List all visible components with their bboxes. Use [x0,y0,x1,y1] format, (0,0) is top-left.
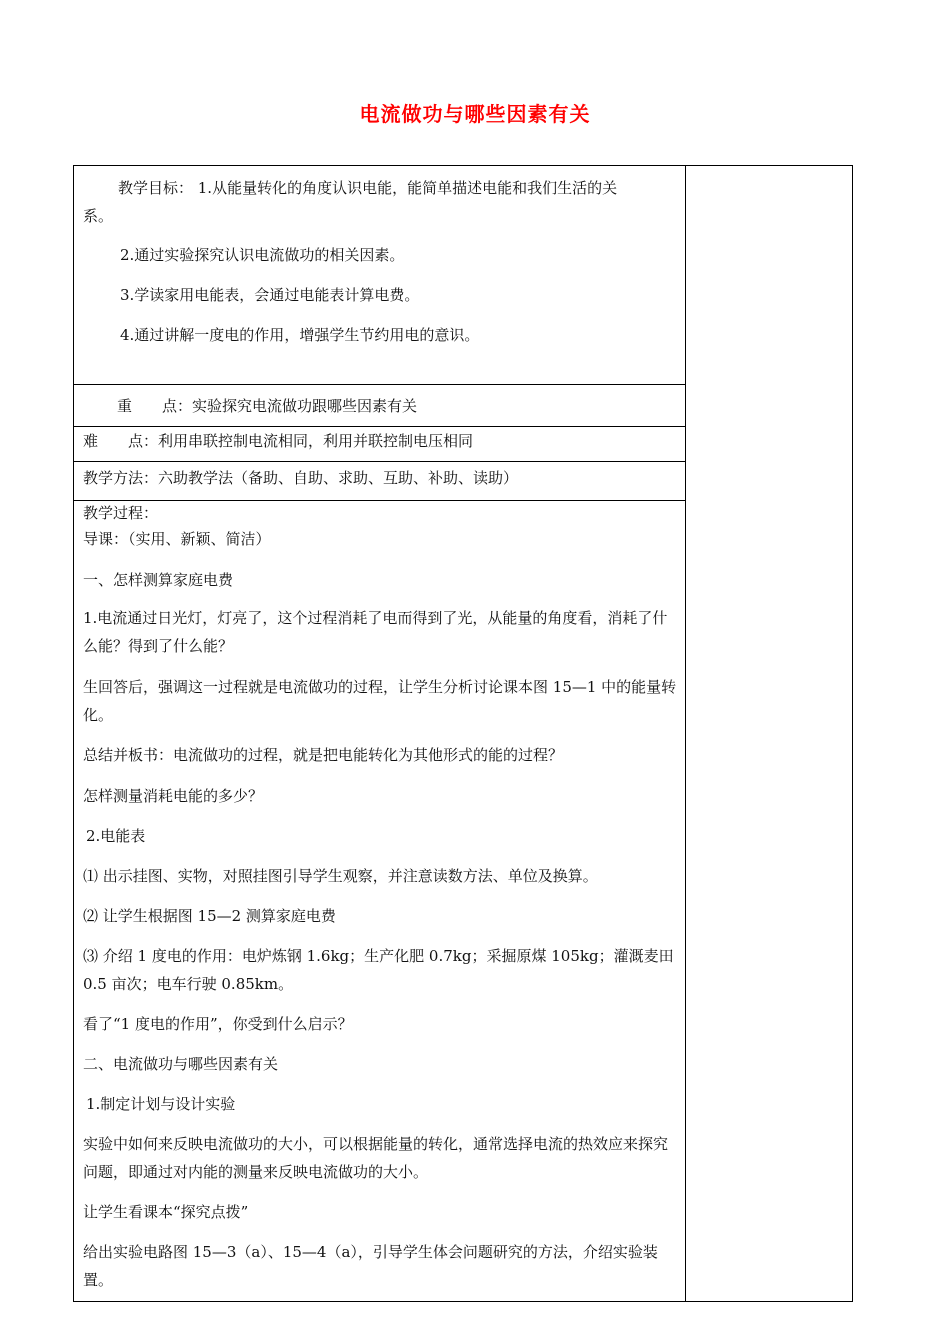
objectives-line1: 教学目标： 1.从能量转化的角度认识电能，能简单描述电能和我们生活的关 [118,179,618,197]
document-title: 电流做功与哪些因素有关 [359,102,591,126]
table-column-divider [685,165,686,1302]
process-heading: 教学过程： [83,504,159,522]
objectives-line1-continued: 系。 [83,207,114,225]
row-divider-objectives [73,384,686,385]
item-electric-meter: 2.电能表 [86,827,146,845]
question-1: 1.电流通过日光灯，灯亮了，这个过程消耗了电而得到了光，从能量的角度看，消耗了什么能？得到了什么能？ [83,609,668,655]
row-divider-method [73,500,686,501]
paragraph-circuit: 给出实验电路图 15—3（a）、15—4（a），引导学生体会问题研究的方法，介绍实验装置。 [83,1243,658,1289]
step-2: ⑵ 让学生根据图 15—2 测算家庭电费 [83,907,336,925]
paragraph-answer: 生回答后，强调这一过程就是电流做功的过程，让学生分析讨论课本图 15—1 中的能量转化。 [83,678,677,724]
row-divider-keypoint [73,426,686,427]
paragraph-experiment: 实验中如何来反映电流做功的大小，可以根据能量的转化，通常选择电流的热效应来探究问题，即通过对内能的测量来反映电流做功的大小。 [83,1135,669,1181]
objective-item-4: 4.通过讲解一度电的作用，增强学生节约用电的意识。 [120,326,480,344]
process-intro: 导课：（实用、新颖、简洁） [83,530,271,548]
paragraph-summary: 总结并板书：电流做功的过程，就是把电能转化为其他形式的能的过程？ [83,746,564,764]
section-1-heading: 一、怎样测算家庭电费 [83,571,234,589]
difficulty: 难 点：利用串联控制电流相同，利用并联控制电压相同 [83,432,474,450]
objective-item-3: 3.学读家用电能表，会通过电能表计算电费。 [120,286,420,304]
row-divider-difficulty [73,461,686,462]
section-2-heading: 二、电流做功与哪些因素有关 [83,1055,279,1073]
teaching-method: 教学方法：六助教学法（备助、自助、求助、互助、补助、读助） [83,469,519,487]
objective-item-2: 2.通过实验探究认识电流做功的相关因素。 [120,246,405,264]
key-point: 重 点：实验探究电流做功跟哪些因素有关 [117,397,418,415]
step-1: ⑴ 出示挂图、实物，对照挂图引导学生观察，并注意读数方法、单位及换算。 [83,867,598,885]
item-plan-design: 1.制定计划与设计实验 [86,1095,236,1113]
paragraph-textbook: 让学生看课本“探究点拨” [83,1203,249,1221]
step-3: ⑶ 介绍 1 度电的作用：电炉炼钢 1.6kg；生产化肥 0.7kg；采掘原煤 105kg；灌溉麦田 0.5 亩次；电车行驶 0.85km。 [83,947,674,993]
paragraph-inspiration: 看了“1 度电的作用”，你受到什么启示？ [83,1015,353,1033]
paragraph-measure-question: 怎样测量消耗电能的多少？ [83,787,264,805]
